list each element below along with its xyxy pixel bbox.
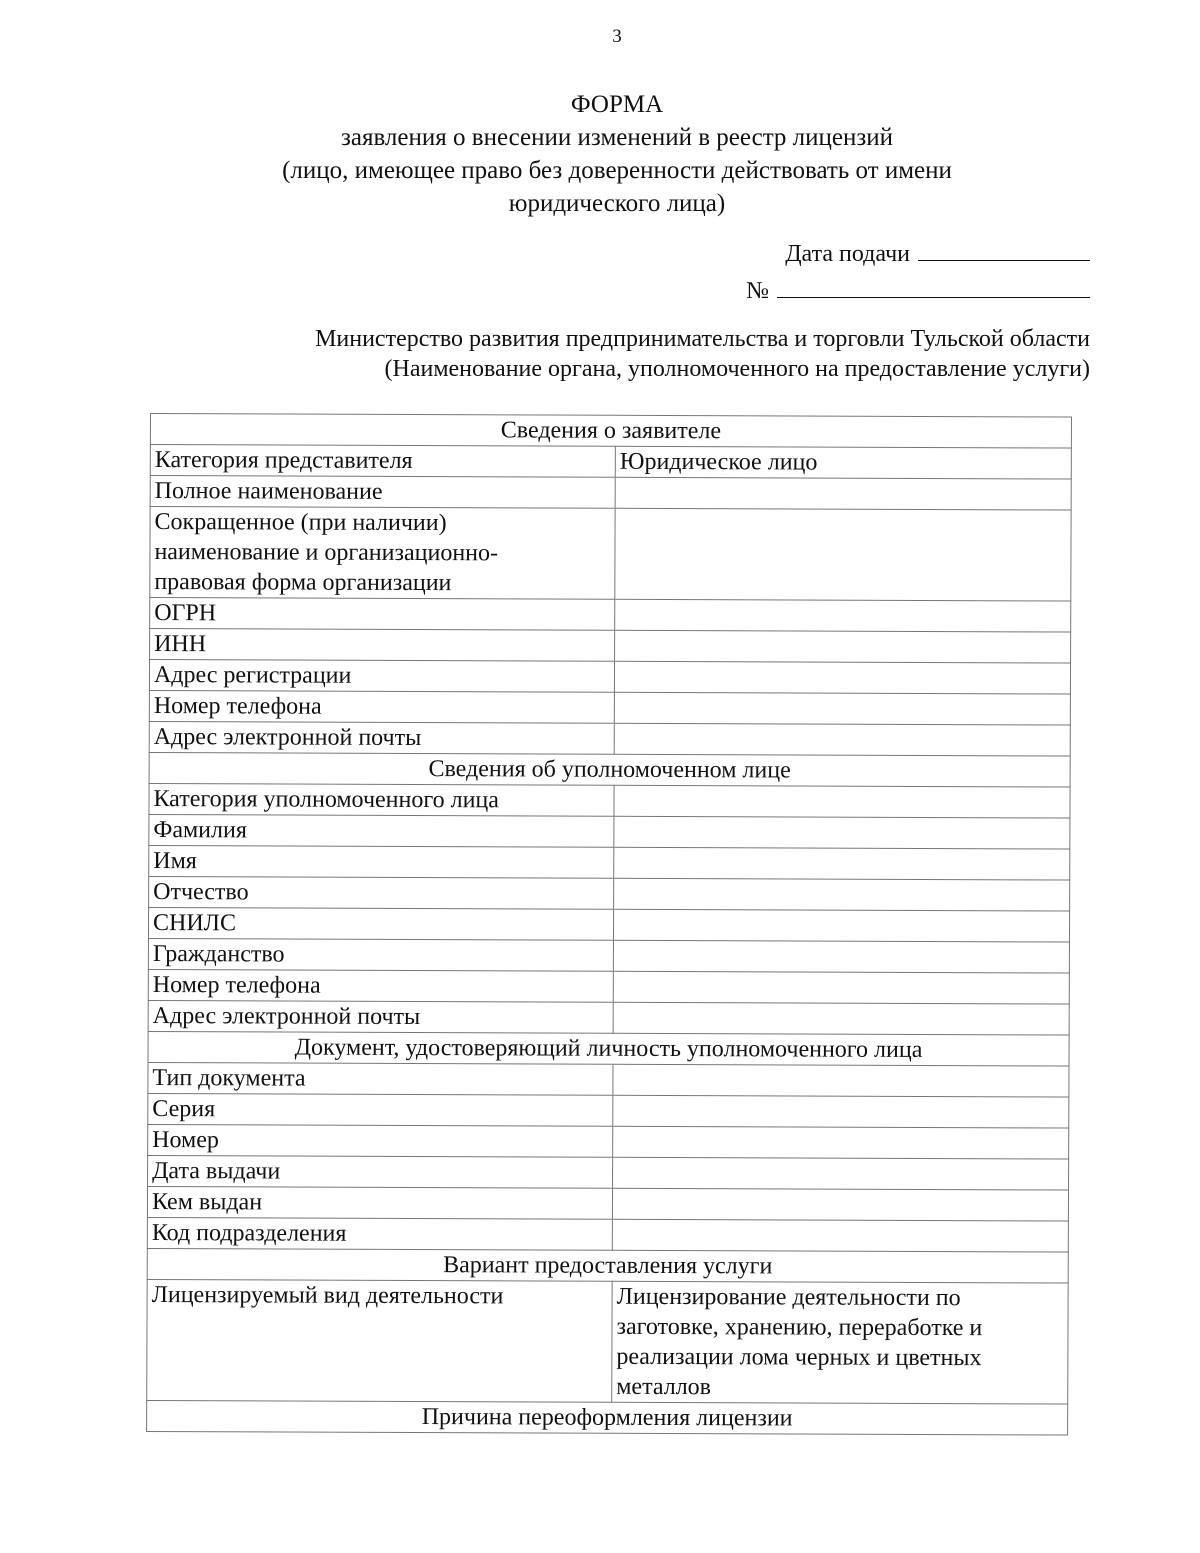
table-row [148,938,1069,973]
table-row [148,907,1069,942]
field-label-line: Сокращенное (при наличии) [154,509,447,537]
field-label: Адрес регистрации [149,660,614,693]
table-row [148,1093,1069,1128]
field-value[interactable] [613,940,1069,973]
field-label: Адрес электронной почты [148,1000,613,1033]
submission-number-row [746,271,1090,308]
table-row [150,629,1071,664]
table-row [147,1279,1068,1404]
form-subtitle-line-3: юридического лица) [508,190,726,217]
table-row [148,1062,1069,1097]
table-row [148,969,1069,1004]
field-value[interactable] [612,1188,1068,1221]
field-label: Номер телефона [149,690,614,723]
authority-caption: (Наименование органа, уполномоченного на предоставление услуги) [384,356,1090,382]
field-label: ОГРН [150,598,615,631]
section-header-row [147,1400,1068,1435]
field-value-line: Лицензирование деятельности по [616,1283,961,1312]
field-label: Серия [148,1093,613,1126]
field-value[interactable] [614,847,1070,880]
field-label: Адрес электронной почты [149,721,614,754]
table-row [149,721,1070,756]
field-value[interactable] [613,909,1069,942]
form-title: ФОРМА [570,91,664,118]
field-label: Код подразделения [147,1217,612,1250]
field-value[interactable] [612,1281,1068,1404]
field-value[interactable] [614,692,1070,725]
authority-block [315,324,1090,384]
section-header-row [149,752,1070,787]
field-label: Фамилия [149,814,614,847]
table-row [150,445,1071,480]
table-row [148,1000,1069,1035]
field-value[interactable] [615,599,1071,632]
field-label-line: наименование и организационно- [154,539,499,567]
field-value-line: реализации лома черных и цветных [616,1343,982,1372]
table-row [148,1155,1069,1190]
field-label: Номер телефона [148,969,613,1002]
submission-date-label: Дата подачи [785,241,910,267]
authority-name: Министерство развития предпринимательства и торговли Тульской области [315,326,1090,352]
field-value[interactable] [615,630,1071,663]
field-label: Категория представителя [150,445,615,478]
field-label: Отчество [149,876,614,909]
field-value[interactable]: Юридическое лицо [615,446,1071,479]
table-row [150,507,1071,602]
field-value[interactable] [612,1219,1068,1252]
table-row [149,845,1070,880]
submission-number-field[interactable] [777,271,1090,298]
field-value[interactable] [614,661,1070,694]
field-label: Гражданство [148,938,613,971]
field-label: Кем выдан [147,1186,612,1219]
table-row [149,783,1070,818]
field-label: Номер [148,1124,613,1157]
field-label: Полное наименование [150,476,615,509]
field-value[interactable] [614,816,1070,849]
table-row [149,876,1070,911]
table-row [147,1217,1068,1252]
table-row [149,660,1070,695]
form-subtitle-line-1: заявления о внесении изменений в реестр лицензий [340,124,894,151]
field-label-line: правовая форма организации [154,569,452,597]
table-row [150,476,1071,511]
submission-date-field[interactable] [918,234,1090,261]
field-value[interactable] [613,1157,1069,1190]
section-header-row [148,1031,1069,1066]
field-value[interactable] [613,1095,1069,1128]
field-label: Дата выдачи [148,1155,613,1188]
page-number: 3 [612,26,622,47]
field-value[interactable] [613,1064,1069,1097]
field-value[interactable] [613,971,1069,1004]
section-title-authorized-person: Сведения об уполномоченном лице [149,752,1070,787]
form-subtitle-line-2: (лицо, имеющее право без доверенности действовать от имени [282,157,952,184]
submission-number-label: № [746,278,769,304]
section-title-reissue-reason: Причина переоформления лицензии [147,1400,1068,1435]
field-value-line: металлов [616,1373,712,1401]
field-value[interactable] [613,1126,1069,1159]
field-value-line: заготовке, хранению, переработке и [616,1313,983,1342]
section-header-row [147,1248,1068,1283]
form-title-block [0,88,1200,220]
field-value[interactable] [615,477,1071,510]
submission-date-row [746,234,1090,271]
field-value[interactable] [614,878,1070,911]
field-label: Лицензируемый вид деятельности [147,1279,612,1402]
section-title-applicant: Сведения о заявителе [150,414,1071,449]
field-label: Категория уполномоченного лица [149,783,614,816]
field-label [150,507,615,600]
section-title-identity-document: Документ, удостоверяющий личность уполномоченного лица [148,1031,1069,1066]
table-row [150,598,1071,633]
field-value[interactable] [613,1002,1069,1035]
section-header-row [150,414,1071,449]
section-title-service-variant: Вариант предоставления услуги [147,1248,1068,1283]
table-row [149,690,1070,725]
field-label: ИНН [150,629,615,662]
field-label: СНИЛС [148,907,613,940]
table-row [147,1186,1068,1221]
field-value[interactable] [615,508,1071,601]
field-label: Имя [149,845,614,878]
field-label: Тип документа [148,1062,613,1095]
application-form-table [146,413,1072,1436]
table-row [148,1124,1069,1159]
field-value[interactable] [614,723,1070,756]
field-value[interactable] [614,785,1070,818]
table-row [149,814,1070,849]
submission-block [746,234,1090,308]
